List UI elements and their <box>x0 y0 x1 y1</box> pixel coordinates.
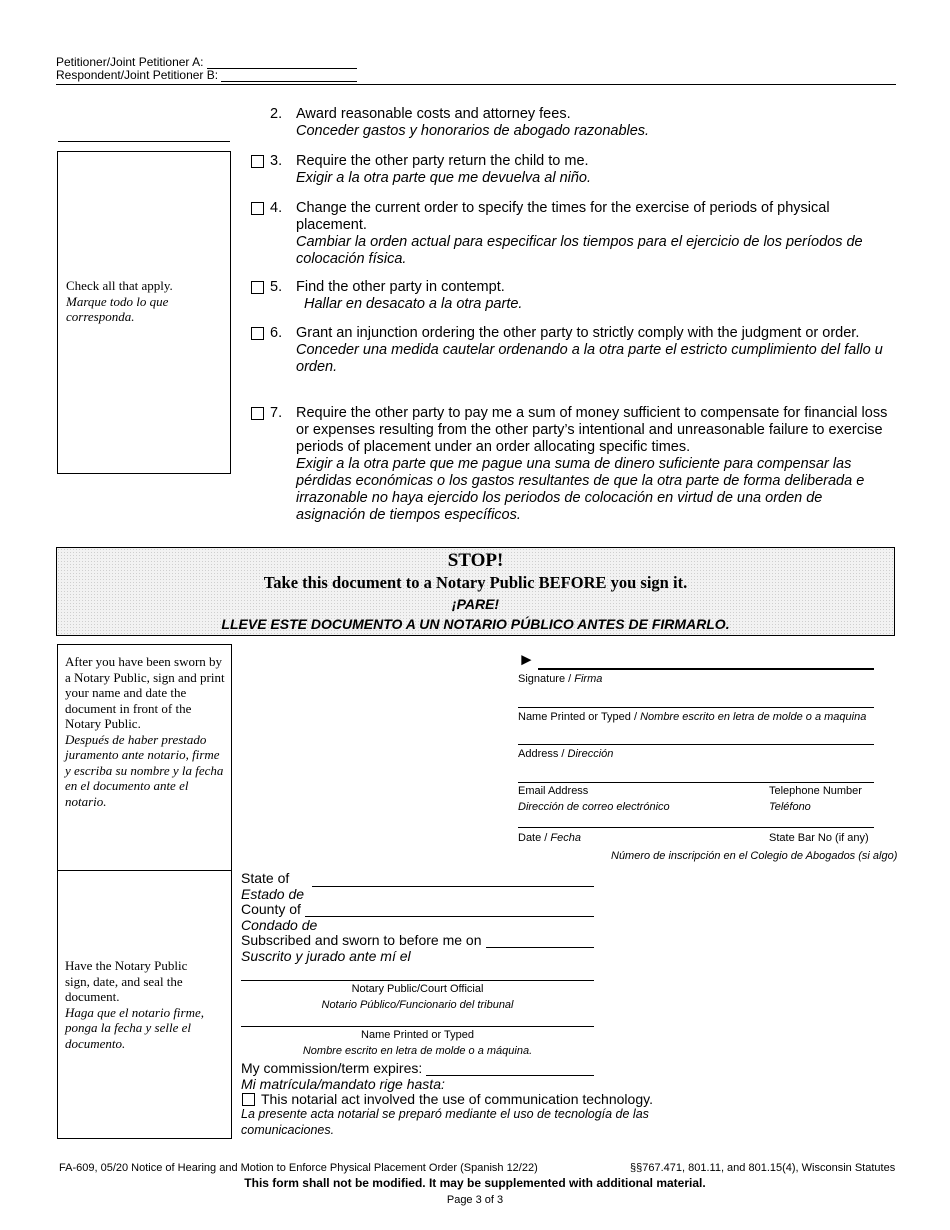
signature-field[interactable] <box>538 668 874 670</box>
page-number: Page 3 of 3 <box>446 1194 504 1206</box>
check-all-en: Check all that apply. <box>66 278 173 293</box>
item-3-text: Require the other party return the child to me. Exigir a la otra parte que me devuelva al niño. <box>296 153 592 186</box>
address-field[interactable] <box>518 744 874 745</box>
stop-title: STOP! <box>447 550 504 571</box>
item-2-text: Award reasonable costs and attorney fees. Conceder gastos y honorarios de abogado razonables. <box>296 106 650 139</box>
stop-line-en: Take this document to a Notary Public BEFORE you sign it. <box>263 573 688 592</box>
name-field[interactable] <box>518 707 874 708</box>
name-label: Name Printed or Typed / Nombre escrito en letra de molde o a maquina <box>518 711 867 723</box>
modification-notice: This form shall not be modified. It may be supplemented with additional material. <box>244 1176 706 1190</box>
sign-instructions: After you have been sworn by a Notary Public, sign and print your name and date the document in front of the Notary Public. Después de haber prestado juramento ante notario, firme y escriba su nombre y la fecha en el documento ante el notario. <box>65 654 225 809</box>
check-all-box <box>57 151 231 474</box>
item-5-number: 5. <box>270 279 283 295</box>
statutes: §§767.471, 801.11, and 801.15(4), Wisconsin Statutes <box>630 1162 896 1174</box>
phone-label: Telephone Number Teléfono <box>769 785 862 813</box>
sworn-label: Subscribed and sworn to before me on Suscrito y jurado ante mí el <box>241 932 482 964</box>
tech-label-en: This notarial act involved the use of communication technology. <box>261 1091 653 1107</box>
respondent-field[interactable] <box>221 70 357 82</box>
item-6-number: 6. <box>270 325 283 341</box>
form-id: FA-609, 05/20 Notice of Hearing and Motion to Enforce Physical Placement Order (Spanish 12/22) <box>59 1162 538 1174</box>
item-7-text: Require the other party to pay me a sum of money sufficient to compensate for financial loss or expenses resulting from the other party’s intentional and unreasonable failure to exercise periods of placement under an order allocating specific times. Exigir a la otra parte que me pague una suma de dinero suficiente para compensar las pérdidas económicas o los gastos resultantes de que la otra parte de forma deliberada e irrazonable no haya ejercido los periodos de colocación en virtud de una orden de asignación de tiempos específicos. <box>296 405 888 523</box>
email-phone-field[interactable] <box>518 782 874 783</box>
item-7-checkbox[interactable] <box>251 407 264 420</box>
respondent-line: Respondent/Joint Petitioner B: <box>56 69 357 82</box>
commission-label: My commission/term expires: Mi matrícula/mandato rige hasta: <box>241 1060 445 1092</box>
header-divider <box>56 84 896 85</box>
notary-printed-label: Name Printed or Typed Nombre escrito en letra de molde o a máquina. <box>302 1029 533 1057</box>
communication-tech-checkbox[interactable] <box>242 1093 255 1106</box>
stop-title-es: ¡PARE! <box>451 596 500 612</box>
item-6-checkbox[interactable] <box>251 327 264 340</box>
sign-arrow-icon: ► <box>518 650 535 669</box>
notary-instructions: Have the Notary Public sign, date, and seal the document. Haga que el notario firme, ponga la fecha y selle el documento. <box>65 958 205 1051</box>
petitioner-line: Petitioner/Joint Petitioner A: <box>56 56 357 69</box>
item-4-number: 4. <box>270 200 283 216</box>
county-field[interactable] <box>305 916 594 917</box>
stop-line-es: LLEVE ESTE DOCUMENTO A UN NOTARIO PÚBLICO ANTES DE FIRMARLO. <box>221 616 730 632</box>
item-3-number: 3. <box>270 153 283 169</box>
commission-field[interactable] <box>426 1075 594 1076</box>
tech-label-es: La presente acta notarial se preparó mediante el uso de tecnología de las comunicaciones. <box>241 1107 649 1137</box>
item-3-checkbox[interactable] <box>251 155 264 168</box>
item-5-text: Find the other party in contempt. Hallar en desacato a la otra parte. <box>296 279 523 312</box>
state-field[interactable] <box>312 886 594 887</box>
date-label: Date / Fecha <box>518 832 581 844</box>
item-7-number: 7. <box>270 405 283 421</box>
signature-label: Signature / Firma <box>518 673 603 685</box>
petitioner-field[interactable] <box>207 57 357 69</box>
bar-label: State Bar No (if any) <box>769 832 869 844</box>
county-label: County of Condado de <box>241 901 318 933</box>
item-4-checkbox[interactable] <box>251 202 264 215</box>
state-label: State of Estado de <box>241 870 305 902</box>
item-6-text: Grant an injunction ordering the other party to strictly comply with the judgment or order. Conceder una medida cautelar ordenando a la otra parte el estricto cumplimiento del fallo u orden. <box>296 325 883 375</box>
stop-banner <box>56 547 895 636</box>
item-5-checkbox[interactable] <box>251 281 264 294</box>
item-4-text: Change the current order to specify the times for the exercise of periods of physical placement. Cambiar la orden actual para especificar los tiempos para el ejercicio de los períodos de colocación física. <box>296 200 863 267</box>
date-bar-field[interactable] <box>518 827 874 828</box>
email-label: Email Address Dirección de correo electrónico <box>518 785 670 813</box>
bar-label-es: Número de inscripción en el Colegio de Abogados (si algo) <box>611 850 898 862</box>
item-2-number: 2. <box>270 106 283 122</box>
side-rule <box>58 141 230 142</box>
instructions-divider <box>57 870 232 871</box>
check-all-es: Marque todo lo que corresponda. <box>66 293 169 324</box>
official-label: Notary Public/Court Official Notario Público/Funcionario del tribunal <box>321 983 514 1011</box>
sworn-date-field[interactable] <box>486 947 594 948</box>
address-label: Address / Dirección <box>518 748 614 760</box>
